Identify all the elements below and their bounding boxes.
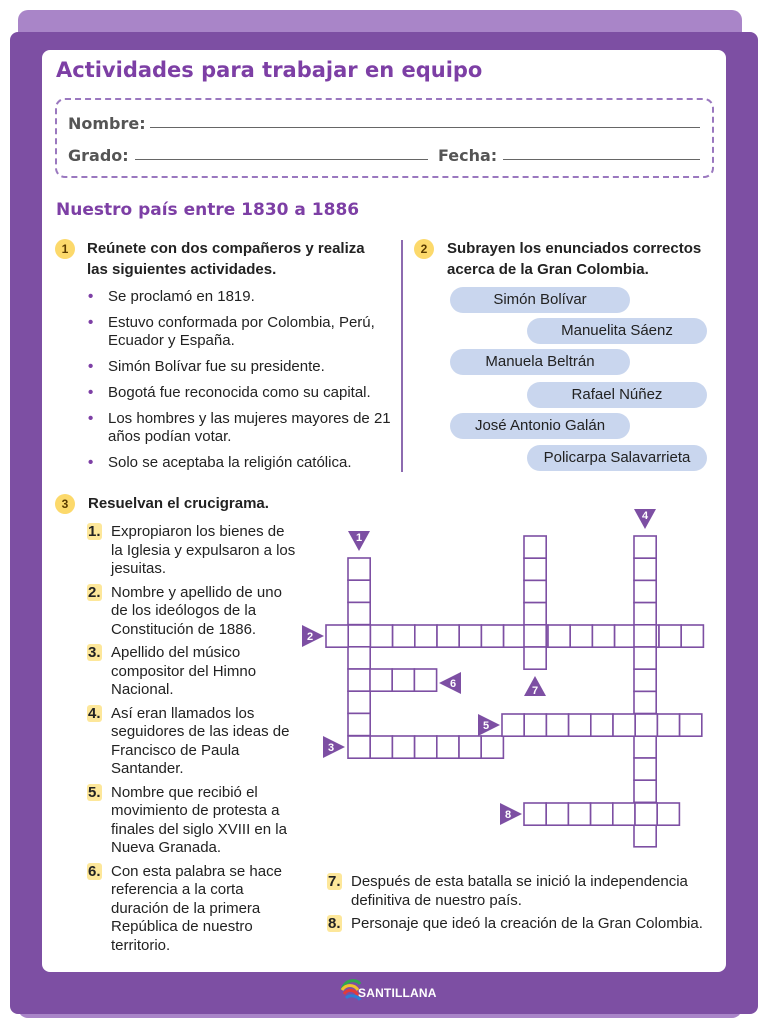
name-pill[interactable]: Manuela Beltrán [450,349,630,375]
crossword-cell[interactable] [524,536,546,558]
crossword-cell[interactable] [481,625,503,647]
clue-item: 3. Apellido del músico compositor del Himno Nacional. [88,644,257,698]
crossword-cell[interactable] [437,736,459,758]
crossword-marker-label: 3 [327,742,335,754]
crossword-cell[interactable] [524,803,546,825]
crossword-cell[interactable] [326,625,348,647]
crossword-cell[interactable] [415,625,437,647]
crossword-cell[interactable] [348,625,370,647]
name-pill[interactable]: Rafael Núñez [527,382,707,408]
crossword-cell[interactable] [634,536,656,558]
crossword-cell[interactable] [546,803,568,825]
crossword-cell[interactable] [414,669,436,691]
crossword-cell[interactable] [681,625,703,647]
crossword-cell[interactable] [657,803,679,825]
brand-name: SANTILLANA [358,986,437,1000]
column-divider [401,240,403,472]
crossword-cell[interactable] [634,825,656,847]
name-pill[interactable]: José Antonio Galán [450,413,630,439]
section-title: Nuestro país entre 1830 a 1886 [56,200,360,220]
clue-item: 7. Después de esta batalla se inició la independencia definitiva de nuestro país. [328,873,688,909]
crossword-grid [290,498,720,858]
crossword-cell[interactable] [634,736,656,758]
crossword-cell[interactable] [348,647,370,669]
crossword-cell[interactable] [635,803,657,825]
crossword-cell[interactable] [634,669,656,691]
crossword-marker-label: 4 [641,510,649,522]
crossword-marker-label: 7 [531,685,539,697]
crossword-cell[interactable] [348,736,370,758]
grade-label: Grado: [68,146,129,165]
activity-2-instruction: Subrayen los enunciados correctos acerca de la Gran Colombia. [447,240,702,278]
crossword-cell[interactable] [659,625,681,647]
grade-field[interactable] [135,159,428,160]
crossword-marker-label: 8 [504,809,512,821]
crossword-cell[interactable] [502,714,524,736]
crossword-cell[interactable] [392,669,414,691]
name-field[interactable] [150,127,700,128]
crossword-cell[interactable] [634,558,656,580]
crossword-cell[interactable] [370,625,392,647]
crossword-cell[interactable] [348,713,370,735]
crossword-cell[interactable] [370,736,392,758]
clue-item: 1. Expropiaron los bienes de la Iglesia y expulsaron a los jesuitas. [88,523,296,577]
crossword-cell[interactable] [634,758,656,780]
crossword-cell[interactable] [348,558,370,580]
crossword-cell[interactable] [546,714,568,736]
page-title: Actividades para trabajar en equipo [56,58,483,82]
name-label: Nombre: [68,114,146,133]
crossword-cell[interactable] [392,736,414,758]
clue-item: 8. Personaje que ideó la creación de la Gran Colombia. [328,915,703,932]
clues-right [327,873,707,939]
date-field[interactable] [503,159,700,160]
crossword-cell[interactable] [437,625,459,647]
crossword-marker-label: 2 [306,631,314,643]
crossword-cell[interactable] [613,714,635,736]
statement-item[interactable]: • Los hombres y las mujeres mayores de 21 años podían votar. [88,410,391,445]
crossword-cell[interactable] [634,580,656,602]
clue-item: 4. Así eran llamados los seguidores de las ideas de Francisco de Paula Santander. [88,704,290,777]
crossword-marker-label: 5 [482,720,490,732]
crossword-marker-label: 6 [449,678,457,690]
crossword-marker-label: 1 [355,532,363,544]
crossword-cell[interactable] [634,780,656,802]
crossword-cell[interactable] [348,691,370,713]
crossword-cell[interactable] [591,803,613,825]
crossword-cell[interactable] [568,803,590,825]
activity-3-instruction: Resuelvan el crucigrama. [88,495,269,512]
student-info-box [55,98,714,178]
crossword-cell[interactable] [634,647,656,669]
name-pill[interactable]: Manuelita Sáenz [527,318,707,344]
clue-item: 5. Nombre que recibió el movimiento de protesta a finales del siglo XVIII en la Nueva Granada. [88,783,287,856]
crossword-cell[interactable] [635,714,657,736]
crossword-cell[interactable] [370,669,392,691]
crossword-cell[interactable] [592,625,614,647]
crossword-cell[interactable] [393,625,415,647]
clue-item: 6. Con esta palabra se hace referencia a la corta duración de la primera República de nuestro territorio. [88,862,282,954]
activity-2-badge: 2 [414,239,434,259]
activity-3-badge: 3 [55,494,75,514]
clue-item: 2. Nombre y apellido de uno de los ideólogos de la Constitución de 1886. [88,583,282,638]
crossword-cell[interactable] [524,558,546,580]
crossword-cell[interactable] [415,736,437,758]
crossword-cell[interactable] [613,803,635,825]
statement-item[interactable]: • Bogotá fue reconocida como su capital. [88,384,371,401]
crossword-cell[interactable] [657,714,679,736]
crossword-cell[interactable] [570,625,592,647]
crossword-cell[interactable] [459,625,481,647]
activity-1-instruction: Reúnete con dos compañeros y realiza las siguientes actividades. [87,240,365,278]
crossword-cell[interactable] [524,603,546,625]
statement-item[interactable]: • Solo se aceptaba la religión católica. [88,454,352,471]
crossword-cell[interactable] [634,691,656,713]
statements-list [88,288,393,480]
crossword-cell[interactable] [348,602,370,624]
crossword-cell[interactable] [591,714,613,736]
crossword-cell[interactable] [524,625,546,647]
crossword-cell[interactable] [634,603,656,625]
crossword-cell[interactable] [348,669,370,691]
name-pill[interactable]: Policarpa Salavarrieta [527,445,707,471]
crossword-cell[interactable] [524,714,546,736]
statement-item[interactable]: • Se proclamó en 1819. [88,288,255,305]
statement-item[interactable]: • Estuvo conformada por Colombia, Perú, Ecuador y España. [88,314,375,349]
crossword-cell[interactable] [680,714,702,736]
activity-1-badge: 1 [55,239,75,259]
date-label: Fecha: [438,146,498,165]
name-pill[interactable]: Simón Bolívar [450,287,630,313]
crossword-cell[interactable] [524,580,546,602]
crossword-cell[interactable] [459,736,481,758]
crossword-cell[interactable] [504,625,526,647]
crossword-cell[interactable] [634,625,656,647]
crossword-cell[interactable] [569,714,591,736]
crossword-cell[interactable] [348,580,370,602]
statement-item[interactable]: • Simón Bolívar fue su presidente. [88,358,325,375]
crossword-cell[interactable] [524,647,546,669]
crossword-cell[interactable] [481,736,503,758]
crossword-cell[interactable] [548,625,570,647]
clues-left [87,523,297,960]
